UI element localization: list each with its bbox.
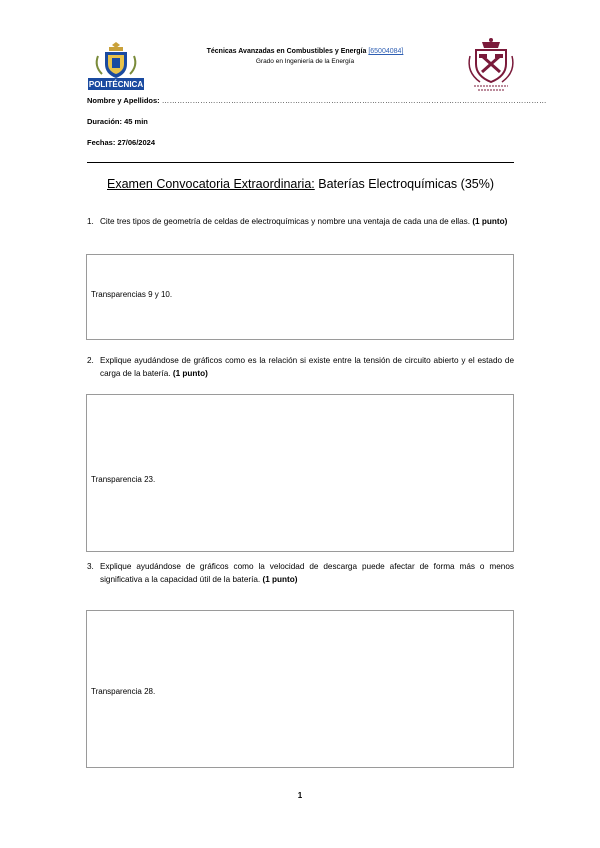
question-number: 1. xyxy=(87,217,94,226)
question-points: (1 punto) xyxy=(172,369,208,378)
header-divider xyxy=(87,162,514,163)
name-label: Nombre y Apellidos: xyxy=(87,96,160,105)
duration-value: 45 min xyxy=(124,117,148,126)
exam-title-underlined: Examen Convocatoria Extraordinaria: xyxy=(107,177,315,191)
upm-logo-label: POLITÉCNICA xyxy=(88,80,144,89)
question-number: 2. xyxy=(87,356,94,365)
mining-school-crest-icon xyxy=(462,36,520,94)
date-label: Fechas: xyxy=(87,138,116,147)
question-points: (1 punto) xyxy=(262,575,298,584)
date-field xyxy=(87,138,155,148)
question-2 xyxy=(87,354,514,380)
answer-text: Transparencia 28. xyxy=(91,687,156,696)
upm-logo xyxy=(88,38,144,90)
duration-label: Duración: xyxy=(87,117,123,126)
page-number: 1 xyxy=(297,791,303,800)
question-text: Explique ayudándose de gráficos como es la relación si existe entre la tensión de circuito abierto y el estado de carga de la batería. xyxy=(100,356,514,378)
course-title xyxy=(160,47,450,56)
question-number: 3. xyxy=(87,562,94,571)
name-field xyxy=(87,96,547,106)
mining-school-logo xyxy=(462,36,520,94)
exam-title-subject: Baterías Electroquímicas (35%) xyxy=(318,177,494,191)
question-text: Explique ayudándose de gráficos como la velocidad de descarga puede afectar de forma más o menos significativa a la capacidad útil de la batería. xyxy=(100,562,514,584)
question-points: (1 punto) xyxy=(472,217,508,226)
answer-box-3[interactable] xyxy=(86,610,514,768)
duration-field xyxy=(87,117,148,127)
name-blank: …………………………………………………………………………………………………………………………………… xyxy=(161,96,547,105)
answer-text: Transparencia 23. xyxy=(91,475,156,484)
answer-box-2[interactable] xyxy=(86,394,514,552)
question-text: Cite tres tipos de geometría de celdas de electroquímicas y nombre una ventaja de cada una de ellas. xyxy=(100,217,471,226)
date-value: 27/06/2024 xyxy=(117,138,155,147)
answer-box-1[interactable] xyxy=(86,254,514,340)
exam-title xyxy=(87,176,514,192)
course-title-text: Técnicas Avanzadas en Combustibles y Energía xyxy=(206,48,367,55)
upm-crest-icon xyxy=(88,38,144,90)
question-1 xyxy=(87,215,514,228)
question-3 xyxy=(87,560,514,586)
degree-name: Grado en Ingeniería de la Energía xyxy=(255,58,355,65)
answer-text: Transparencias 9 y 10. xyxy=(91,290,173,299)
course-code[interactable]: [65004084] xyxy=(368,48,404,55)
